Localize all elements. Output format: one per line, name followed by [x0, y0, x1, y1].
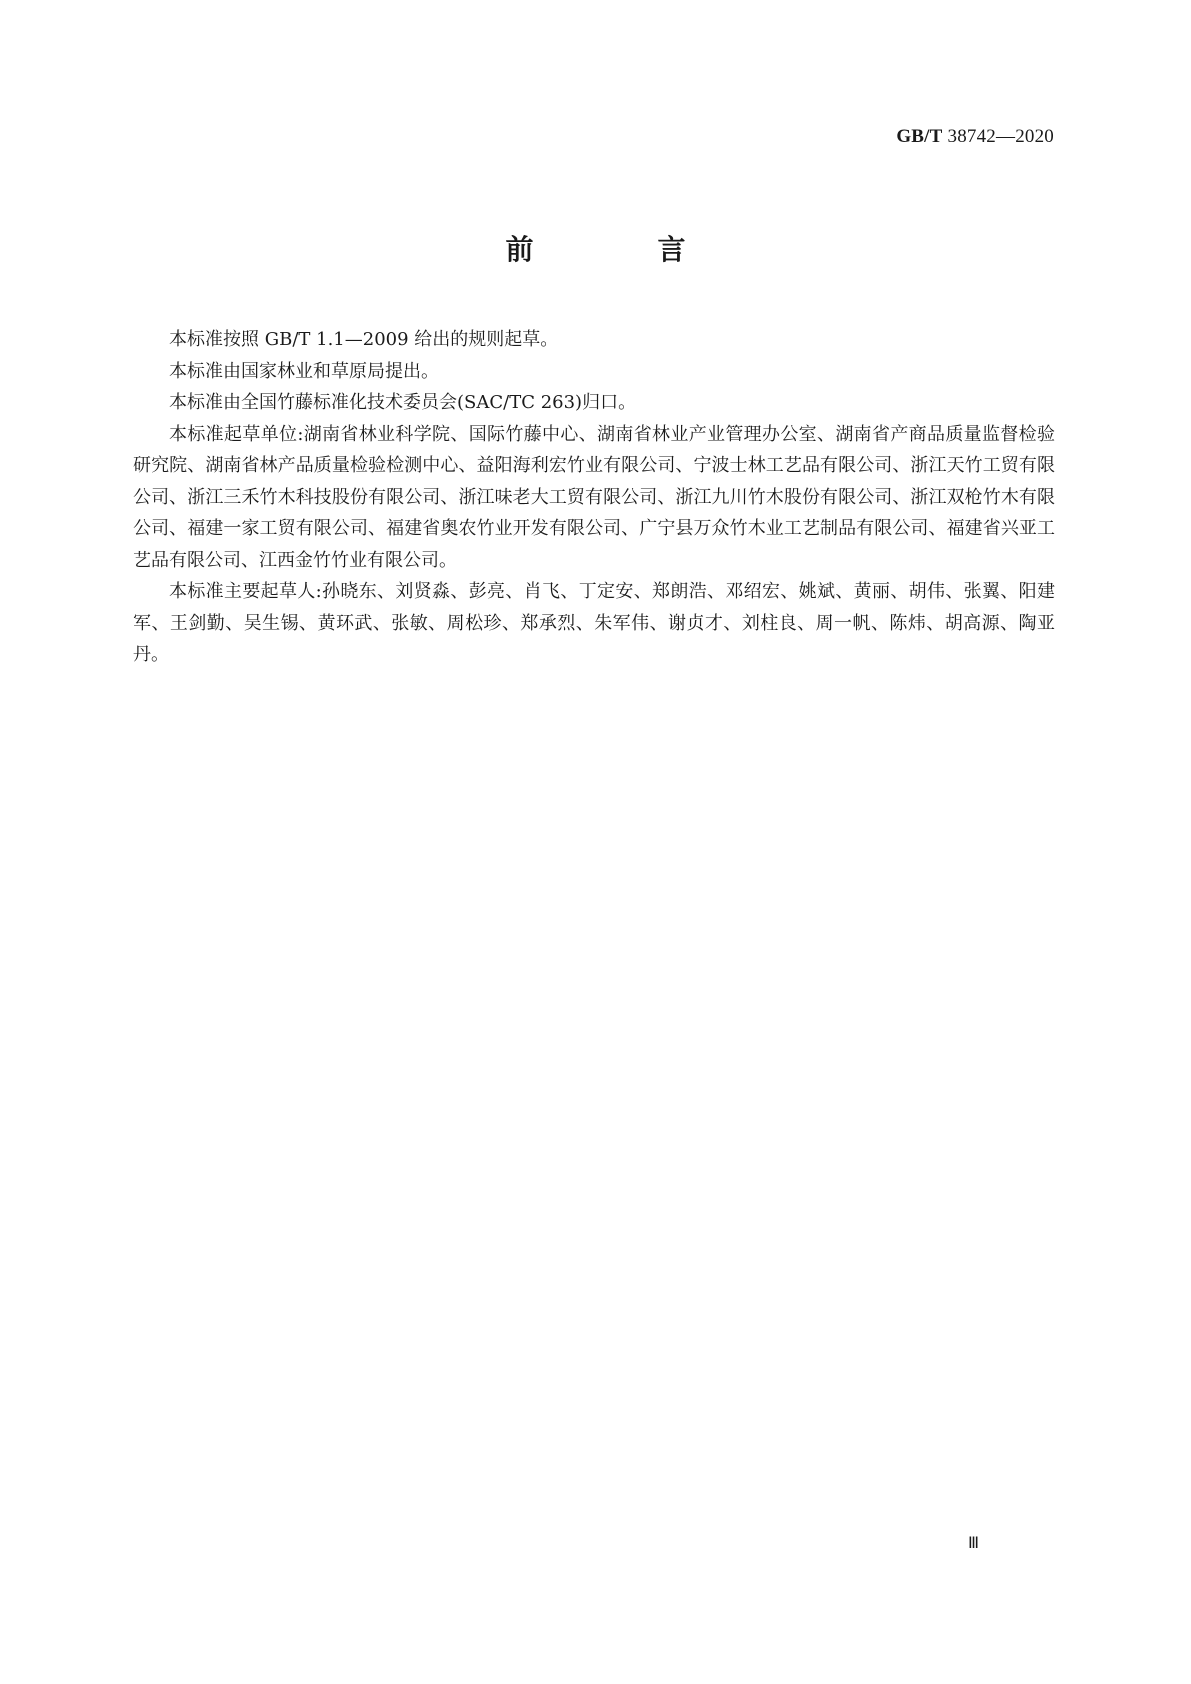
- page-title: 前 言: [505, 233, 734, 266]
- preface-paragraph-proposer: 本标准由国家林业和草原局提出。: [169, 360, 439, 382]
- document-code-prefix: GB/T: [896, 126, 943, 147]
- preface-paragraph-main-drafters: 本标准主要起草人:孙晓东、刘贤淼、彭亮、肖飞、丁定安、郑朗浩、邓绍宏、姚斌、黄丽、胡伟、张翼、阳建军、王剑勤、吴生锡、黄环武、张敏、周松珍、郑承烈、朱军伟、谢贞才、刘柱良、周一帆、陈炜、胡高源、陶亚丹。: [133, 581, 1055, 665]
- preface-paragraph-drafting-rules: 本标准按照 GB/T 1.1—2009 给出的规则起草。: [169, 329, 559, 350]
- page-number: Ⅲ: [967, 1535, 979, 1552]
- document-code-number: 38742—2020: [947, 126, 1054, 147]
- preface-paragraph-technical-committee: 本标准由全国竹藤标准化技术委员会(SAC/TC 263)归口。: [169, 392, 637, 413]
- preface-paragraph-drafting-units: 本标准起草单位:湖南省林业科学院、国际竹藤中心、湖南省林业产业管理办公室、湖南省产商品质量监督检验研究院、湖南省林产品质量检验检测中心、益阳海利宏竹业有限公司、宁波士林工艺品有限公司、浙江天竹工贸有限公司、浙江三禾竹木科技股份有限公司、浙江味老大工贸有限公司、浙江九川竹木股份有限公司、浙江双枪竹木有限公司、福建一家工贸有限公司、福建省奥农竹业开发有限公司、广宁县万众竹木业工艺制品有限公司、福建省兴亚工艺品有限公司、江西金竹竹业有限公司。: [133, 423, 1055, 571]
- document-code: [896, 126, 1054, 148]
- preface-body: [133, 324, 1055, 671]
